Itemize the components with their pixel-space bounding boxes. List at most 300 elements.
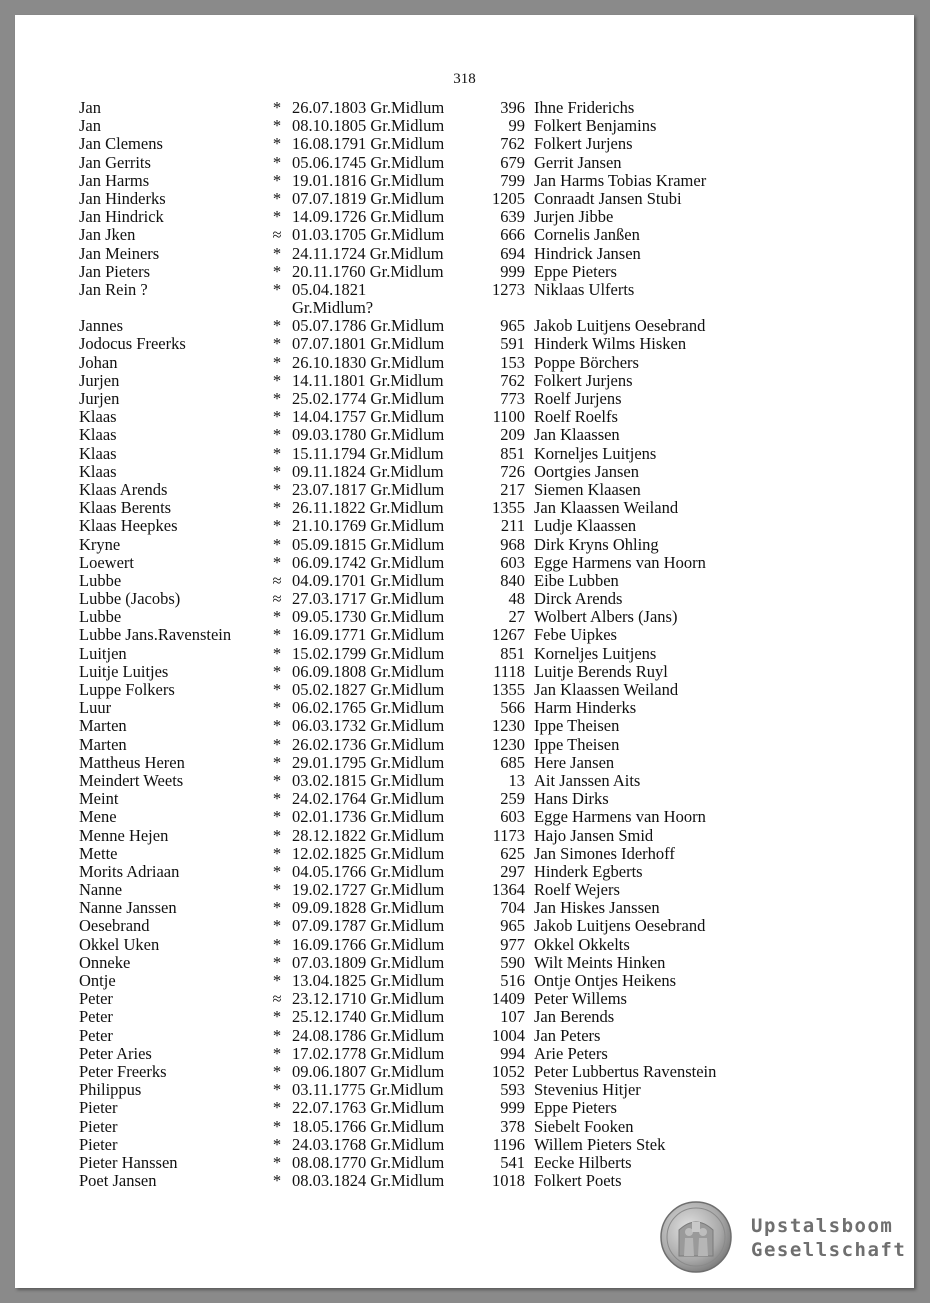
entry-ref-number: 27: [508, 607, 525, 627]
entry-parent: Egge Harmens van Hoorn: [534, 552, 706, 572]
entry-ref-number: 977: [500, 934, 525, 954]
entry-ref-number: 1018: [492, 1171, 525, 1191]
entry-ref-number: 217: [500, 479, 525, 499]
entry-mark: *: [272, 479, 282, 499]
entry-mark: *: [272, 680, 282, 699]
entry-ref-number: 694: [500, 243, 525, 263]
entry-date-place: 24.11.1724 Gr.Midlum: [292, 243, 444, 263]
entry-mark: *: [272, 643, 282, 663]
entry-date-place: 09.09.1828 Gr.Midlum: [292, 898, 445, 918]
entry-ref-number: 1364: [492, 880, 525, 900]
entry-date-place: 09.03.1780 Gr.Midlum: [292, 425, 445, 445]
entry-name: Pieter: [79, 1134, 118, 1154]
entry-parent: Dirk Kryns Ohling: [534, 534, 659, 554]
entry-parent: Jan Berends: [534, 1007, 615, 1027]
entry-name: Peter Aries: [79, 1043, 152, 1063]
entry-mark: *: [272, 352, 282, 372]
entry-ref-number: 840: [500, 570, 525, 590]
entry-ref-number: 516: [500, 971, 525, 990]
entry-ref-number: 209: [500, 425, 525, 445]
entry-ref-number: 965: [500, 316, 525, 336]
entry-ref-number: 639: [500, 207, 525, 227]
entry-ref-number: 965: [500, 916, 525, 936]
entry-row: [79, 117, 779, 135]
entry-date-place: 24.08.1786 Gr.Midlum: [292, 1025, 445, 1045]
entry-row: [79, 1118, 779, 1136]
entry-mark: *: [272, 1043, 282, 1063]
entry-name: Pieter: [79, 1098, 118, 1118]
entry-mark: *: [272, 134, 282, 154]
entry-name: Luitjen: [79, 643, 127, 663]
entry-date-place: 23.07.1817 Gr.Midlum: [292, 479, 445, 499]
entry-mark: *: [272, 843, 282, 863]
entry-ref-number: 13: [508, 770, 525, 790]
entry-mark: *: [272, 934, 282, 954]
entry-name: Jan Meiners: [79, 243, 160, 263]
entry-mark: *: [272, 188, 282, 208]
entry-parent: Siebelt Fooken: [534, 1116, 634, 1136]
entry-name: Nanne: [79, 880, 123, 900]
entry-date-place: 02.01.1736 Gr.Midlum: [292, 807, 445, 827]
entry-ref-number: 591: [500, 334, 525, 354]
entry-mark: *: [272, 316, 282, 336]
entry-mark: *: [272, 552, 282, 572]
entry-row: [79, 499, 779, 517]
entry-ref-number: 1230: [492, 716, 525, 736]
entry-date-place: 29.01.1795 Gr.Midlum: [292, 752, 445, 772]
entry-parent: Hinderk Egberts: [534, 861, 643, 881]
entry-date-place: 28.12.1822 Gr.Midlum: [292, 825, 445, 845]
document-page: [15, 15, 914, 1288]
entry-row: [79, 663, 779, 681]
entry-name: Luppe Folkers: [79, 680, 175, 699]
entry-parent: Folkert Jurjens: [534, 134, 633, 154]
entry-parent: Ludje Klaassen: [534, 516, 637, 536]
seal-emblem-icon: [659, 1200, 733, 1274]
entry-mark: *: [272, 625, 282, 645]
entry-parent: Willem Pieters Stek: [534, 1134, 666, 1154]
entry-parent: Korneljes Luitjens: [534, 443, 657, 463]
entry-row: [79, 445, 779, 463]
entry-parent: Folkert Benjamins: [534, 116, 657, 136]
entry-date-place: 14.11.1801 Gr.Midlum: [292, 370, 444, 390]
entry-date-place: 09.11.1824 Gr.Midlum: [292, 461, 444, 481]
entry-row: [79, 208, 779, 226]
entry-ref-number: 685: [500, 752, 525, 772]
entry-date-place: 07.03.1809 Gr.Midlum: [292, 952, 445, 972]
entry-parent: Jan Harms Tobias Kramer: [534, 170, 707, 190]
entry-mark: *: [272, 1080, 282, 1100]
entry-name: Johan: [79, 352, 118, 372]
entry-mark: *: [272, 443, 282, 463]
entry-ref-number: 1118: [493, 661, 525, 681]
entry-row: [79, 172, 779, 190]
entry-ref-number: 590: [500, 952, 525, 972]
entry-date-place: 07.07.1801 Gr.Midlum: [292, 334, 445, 354]
entry-name: Klaas Arends: [79, 479, 168, 499]
entry-date-place: 24.02.1764 Gr.Midlum: [292, 789, 445, 809]
entry-mark: *: [272, 971, 282, 990]
entry-row: [79, 317, 779, 335]
entry-row: [79, 245, 779, 263]
entry-name: Lubbe (Jacobs): [79, 589, 181, 609]
entry-parent: Roelf Jurjens: [534, 389, 622, 408]
entry-name: Jurjen: [79, 389, 120, 408]
entry-parent: Folkert Poets: [534, 1171, 622, 1191]
entry-ref-number: 593: [500, 1080, 525, 1100]
entry-ref-number: 396: [500, 98, 525, 117]
entry-ref-number: 1052: [492, 1061, 525, 1081]
entry-name: Okkel Uken: [79, 934, 160, 954]
entry-date-place: 24.03.1768 Gr.Midlum: [292, 1134, 445, 1154]
entry-name: Jan: [79, 116, 101, 136]
entry-row: [79, 354, 779, 372]
entry-date-place: 17.02.1778 Gr.Midlum: [292, 1043, 445, 1063]
entry-parent: Poppe Börchers: [534, 352, 639, 372]
entry-parent: Roelf Wejers: [534, 880, 620, 900]
entry-date-place: 15.11.1794 Gr.Midlum: [292, 443, 444, 463]
entry-row: [79, 608, 779, 626]
society-name-line2: Gesellschaft: [751, 1239, 907, 1261]
entry-mark: *: [272, 752, 282, 772]
entry-parent: Roelf Roelfs: [534, 407, 618, 427]
entry-row: [79, 1172, 779, 1190]
entry-row: [79, 717, 779, 735]
entry-mark: ≈: [272, 570, 282, 590]
entry-row: [79, 154, 779, 172]
entry-mark: *: [272, 952, 282, 972]
entry-row: [79, 808, 779, 826]
entry-ref-number: 603: [500, 552, 525, 572]
entry-row: [79, 1045, 779, 1063]
entry-row: [79, 1136, 779, 1154]
entry-row: [79, 1081, 779, 1099]
entry-date-place: 18.05.1766 Gr.Midlum: [292, 1116, 445, 1136]
entry-ref-number: 1004: [492, 1025, 525, 1045]
entry-name: Ontje: [79, 971, 116, 990]
entry-name: Jannes: [79, 316, 123, 336]
entry-parent: Oortgies Jansen: [534, 461, 639, 481]
entry-name: Jan Clemens: [79, 134, 163, 154]
entry-ref-number: 762: [500, 134, 525, 154]
entry-parent: Ippe Theisen: [534, 734, 620, 754]
entry-row: [79, 772, 779, 790]
entry-list: [79, 99, 779, 1190]
entry-row: [79, 536, 779, 554]
entry-date-place: 05.04.1821: [292, 279, 367, 299]
entry-row: [79, 954, 779, 972]
entry-name: Klaas Heepkes: [79, 516, 178, 536]
entry-row: [79, 481, 779, 499]
entry-name: Marten: [79, 734, 127, 754]
entry-parent: Here Jansen: [534, 752, 615, 772]
entry-mark: *: [272, 407, 282, 427]
entry-date-place: 14.09.1726 Gr.Midlum: [292, 207, 445, 227]
entry-ref-number: 704: [500, 898, 525, 918]
entry-date-place: 08.10.1805 Gr.Midlum: [292, 116, 445, 136]
entry-date-place: 05.09.1815 Gr.Midlum: [292, 534, 445, 554]
entry-mark: *: [272, 770, 282, 790]
entry-ref-number: 1409: [492, 989, 525, 1009]
entry-mark: *: [272, 1098, 282, 1118]
entry-row: [79, 390, 779, 408]
entry-parent: Cornelis Janßen: [534, 225, 640, 245]
entry-date-place: 26.07.1803 Gr.Midlum: [292, 98, 445, 117]
entry-name: Peter: [79, 1025, 113, 1045]
entry-ref-number: 773: [500, 389, 525, 408]
entry-parent: Folkert Jurjens: [534, 370, 633, 390]
entry-name: Klaas: [79, 425, 117, 445]
entry-mark: *: [272, 716, 282, 736]
entry-mark: *: [272, 1007, 282, 1027]
entry-ref-number: 297: [500, 861, 525, 881]
entry-parent: Eecke Hilberts: [534, 1152, 632, 1172]
entry-date-place: 08.03.1824 Gr.Midlum: [292, 1171, 445, 1191]
entry-mark: *: [272, 498, 282, 518]
entry-date-place: 26.11.1822 Gr.Midlum: [292, 498, 444, 518]
society-name-line1: Upstalsboom: [751, 1215, 894, 1237]
entry-name: Poet Jansen: [79, 1171, 157, 1191]
entry-name: Peter: [79, 989, 113, 1009]
entry-name: Mette: [79, 843, 118, 863]
entry-parent: Gerrit Jansen: [534, 152, 622, 172]
entry-name: Jan Gerrits: [79, 152, 151, 172]
entry-row: [79, 881, 779, 899]
entry-parent: Eppe Pieters: [534, 261, 617, 281]
entry-mark: *: [272, 807, 282, 827]
entry-row: [79, 936, 779, 954]
entry-mark: *: [272, 516, 282, 536]
entry-parent: Peter Lubbertus Ravenstein: [534, 1061, 717, 1081]
entry-row: [79, 1063, 779, 1081]
entry-ref-number: 1230: [492, 734, 525, 754]
entry-date-place: 13.04.1825 Gr.Midlum: [292, 971, 445, 990]
entry-mark: *: [272, 661, 282, 681]
entry-mark: ≈: [272, 589, 282, 609]
entry-parent: Okkel Okkelts: [534, 934, 630, 954]
entry-date-place: 16.08.1791 Gr.Midlum: [292, 134, 445, 154]
entry-mark: *: [272, 1116, 282, 1136]
entry-date-place: 05.02.1827 Gr.Midlum: [292, 680, 445, 699]
entry-name: Oesebrand: [79, 916, 150, 936]
entry-name: Morits Adriaan: [79, 861, 180, 881]
entry-row: [79, 372, 779, 390]
entry-row: [79, 299, 779, 317]
entry-parent: Jan Simones Iderhoff: [534, 843, 675, 863]
entry-row: [79, 135, 779, 153]
entry-date-place: 20.11.1760 Gr.Midlum: [292, 261, 444, 281]
entry-parent: Korneljes Luitjens: [534, 643, 657, 663]
entry-ref-number: 541: [500, 1152, 525, 1172]
entry-name: Onneke: [79, 952, 131, 972]
entry-name: Jan: [79, 98, 101, 117]
entry-parent: Jan Klaassen Weiland: [534, 498, 679, 518]
entry-ref-number: 99: [508, 116, 525, 136]
entry-mark: ≈: [272, 225, 282, 245]
entry-row: [79, 281, 779, 299]
entry-name: Lubbe: [79, 570, 122, 590]
entry-ref-number: 625: [500, 843, 525, 863]
entry-ref-number: 851: [500, 643, 525, 663]
entry-name: Luitje Luitjes: [79, 661, 169, 681]
entry-date-place: 26.10.1830 Gr.Midlum: [292, 352, 445, 372]
entry-date-place: 09.06.1807 Gr.Midlum: [292, 1061, 445, 1081]
entry-parent: Wolbert Albers (Jans): [534, 607, 678, 627]
entry-mark: *: [272, 261, 282, 281]
entry-row: [79, 827, 779, 845]
entry-row: [79, 408, 779, 426]
entry-mark: *: [272, 880, 282, 900]
entry-ref-number: 211: [500, 516, 525, 536]
entry-date-place: 08.08.1770 Gr.Midlum: [292, 1152, 445, 1172]
entry-date-place: 06.09.1742 Gr.Midlum: [292, 552, 445, 572]
entry-name: Jan Hinderks: [79, 188, 166, 208]
entry-mark: *: [272, 1025, 282, 1045]
entry-date-place: 01.03.1705 Gr.Midlum: [292, 225, 445, 245]
entry-date-place: 15.02.1799 Gr.Midlum: [292, 643, 445, 663]
entry-mark: *: [272, 1134, 282, 1154]
entry-parent: Peter Willems: [534, 989, 627, 1009]
entry-row: [79, 1154, 779, 1172]
entry-name: Jan Pieters: [79, 261, 151, 281]
entry-ref-number: 1355: [492, 680, 525, 699]
entry-name: Lubbe Jans.Ravenstein: [79, 625, 232, 645]
page-number: 318: [453, 71, 476, 87]
entry-parent: Harm Hinderks: [534, 698, 637, 718]
entry-ref-number: 994: [500, 1043, 525, 1063]
entry-date-place: 19.01.1816 Gr.Midlum: [292, 170, 445, 190]
entry-mark: *: [272, 170, 282, 190]
entry-ref-number: 968: [500, 534, 525, 554]
entry-name: Mene: [79, 807, 117, 827]
entry-ref-number: 1267: [492, 625, 525, 645]
entry-mark: *: [272, 534, 282, 554]
entry-row: [79, 226, 779, 244]
entry-date-place: 03.02.1815 Gr.Midlum: [292, 770, 445, 790]
entry-row: [79, 681, 779, 699]
entry-row: [79, 517, 779, 535]
entry-parent: Febe Uipkes: [534, 625, 617, 645]
entry-date-place: 04.09.1701 Gr.Midlum: [292, 570, 445, 590]
entry-ref-number: 566: [500, 698, 525, 718]
entry-row: [79, 863, 779, 881]
entry-mark: *: [272, 1152, 282, 1172]
entry-ref-number: 1100: [492, 407, 525, 427]
entry-name: Jurjen: [79, 370, 120, 390]
entry-mark: *: [272, 898, 282, 918]
entry-row: [79, 263, 779, 281]
entry-ref-number: 762: [500, 370, 525, 390]
entry-date-place: 16.09.1771 Gr.Midlum: [292, 625, 445, 645]
entry-mark: *: [272, 734, 282, 754]
entry-name: Nanne Janssen: [79, 898, 177, 918]
entry-row: [79, 190, 779, 208]
entry-name: Jan Jken: [79, 225, 136, 245]
entry-row: [79, 1008, 779, 1026]
entry-row: [79, 790, 779, 808]
entry-mark: *: [272, 916, 282, 936]
entry-name: Klaas: [79, 443, 117, 463]
entry-name: Jodocus Freerks: [79, 334, 186, 354]
entry-row: [79, 426, 779, 444]
entry-date-place: 09.05.1730 Gr.Midlum: [292, 607, 445, 627]
entry-row: [79, 590, 779, 608]
entry-row: [79, 990, 779, 1008]
entry-mark: ≈: [272, 989, 282, 1009]
entry-mark: *: [272, 243, 282, 263]
entry-mark: *: [272, 861, 282, 881]
entry-parent: Jan Hiskes Janssen: [534, 898, 660, 918]
entry-ref-number: 259: [500, 789, 525, 809]
entry-row: [79, 335, 779, 353]
entry-ref-number: 1273: [492, 279, 525, 299]
entry-ref-number: 107: [500, 1007, 525, 1027]
entry-name: Klaas: [79, 407, 117, 427]
entry-ref-number: 999: [500, 261, 525, 281]
entry-row: [79, 1099, 779, 1117]
entry-name: Kryne: [79, 534, 121, 554]
entry-parent: Hajo Jansen Smid: [534, 825, 654, 845]
entry-name: Klaas Berents: [79, 498, 172, 518]
entry-row: [79, 554, 779, 572]
entry-parent: Jan Klaassen: [534, 425, 620, 445]
entry-row: [79, 736, 779, 754]
entry-row: [79, 645, 779, 663]
entry-ref-number: 799: [500, 170, 525, 190]
entry-ref-number: 48: [508, 589, 525, 609]
entry-parent: Ait Janssen Aits: [534, 770, 641, 790]
entry-name: Meint: [79, 789, 119, 809]
entry-date-place: 05.07.1786 Gr.Midlum: [292, 316, 445, 336]
entry-name: Klaas: [79, 461, 117, 481]
entry-parent: Ontje Ontjes Heikens: [534, 971, 677, 990]
entry-parent: Hans Dirks: [534, 789, 609, 809]
entry-date-place: 16.09.1766 Gr.Midlum: [292, 934, 445, 954]
entry-ref-number: 999: [500, 1098, 525, 1118]
entry-name: Pieter Hanssen: [79, 1152, 178, 1172]
entry-date-place: 05.06.1745 Gr.Midlum: [292, 152, 445, 172]
entry-row: [79, 1027, 779, 1045]
entry-date-place: 12.02.1825 Gr.Midlum: [292, 843, 445, 863]
entry-ref-number: 1355: [492, 498, 525, 518]
entry-parent: Eibe Lubben: [534, 570, 619, 590]
entry-mark: *: [272, 207, 282, 227]
entry-date-place: 06.09.1808 Gr.Midlum: [292, 661, 445, 681]
entry-date-place: 07.07.1819 Gr.Midlum: [292, 188, 445, 208]
entry-date-place: 23.12.1710 Gr.Midlum: [292, 989, 445, 1009]
entry-mark: *: [272, 789, 282, 809]
entry-row: [79, 572, 779, 590]
society-name: [751, 1214, 906, 1262]
entry-mark: *: [272, 334, 282, 354]
entry-parent: Jan Klaassen Weiland: [534, 680, 679, 699]
entry-ref-number: 378: [500, 1116, 525, 1136]
entry-parent: Hindrick Jansen: [534, 243, 641, 263]
entry-date-place: 26.02.1736 Gr.Midlum: [292, 734, 445, 754]
entry-name: Peter Freerks: [79, 1061, 167, 1081]
entry-row: [79, 754, 779, 772]
entry-date-place: 14.04.1757 Gr.Midlum: [292, 407, 445, 427]
entry-mark: *: [272, 98, 282, 117]
entry-mark: *: [272, 1171, 282, 1191]
entry-ref-number: 1196: [492, 1134, 525, 1154]
entry-row: [79, 99, 779, 117]
entry-parent: Siemen Klaasen: [534, 479, 641, 499]
entry-name: Marten: [79, 716, 127, 736]
entry-parent: Egge Harmens van Hoorn: [534, 807, 706, 827]
entry-name: Jan Rein ?: [79, 279, 148, 299]
entry-row: [79, 845, 779, 863]
